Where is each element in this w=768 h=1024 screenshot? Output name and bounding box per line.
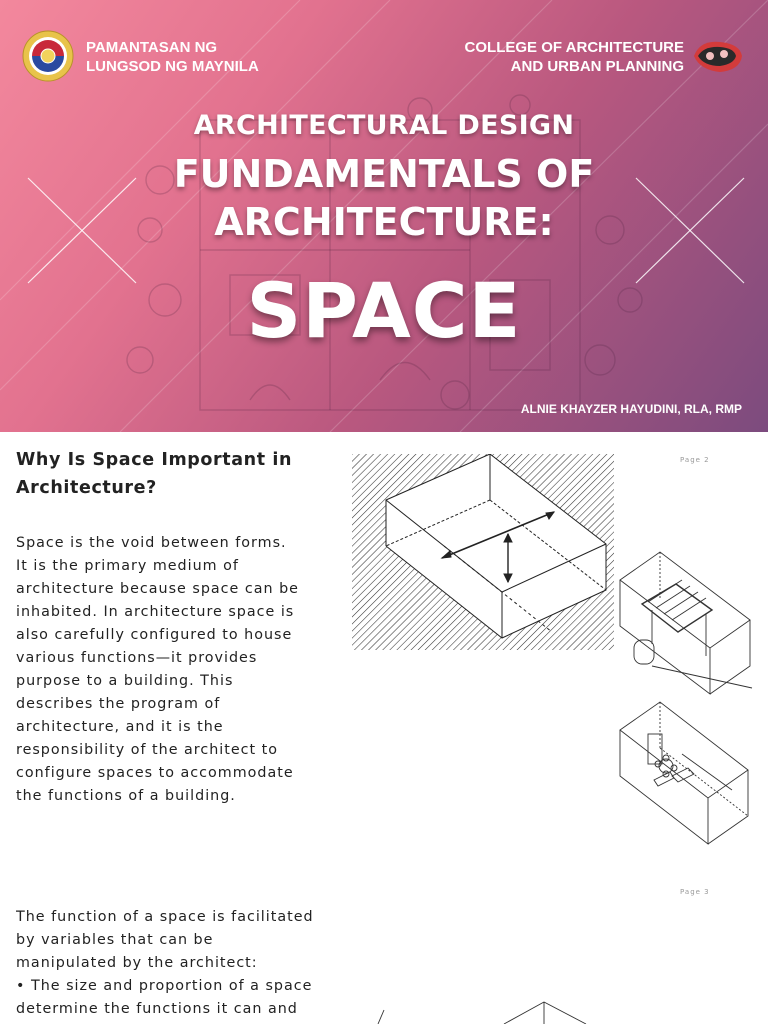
university-seal-icon [22,30,74,82]
body-line: describes the program of [16,696,221,712]
body-line: responsibility of the architect to [16,742,279,758]
body-paragraph [16,532,344,808]
body-line: determine the functions it can and [16,1001,298,1017]
body-line: purpose to a building. This [16,673,234,689]
university-name [86,38,259,76]
slide-title-line1: FUNDAMENTALS OF [173,152,595,196]
author-name: ALNIE KHAYZER HAYUDINI, RLA, RMP [520,402,742,416]
university-name-line2: LUNGSOD NG MAYNILA [86,58,259,75]
body-line: It is the primary medium of [16,558,239,574]
body-paragraph [16,906,374,1021]
body-line: also carefully configured to house [16,627,293,643]
partial-volume-sketch [374,992,594,1024]
body-line: inhabited. In architecture space is [16,604,295,620]
college-name-line2: AND URBAN PLANNING [510,58,684,75]
body-line: Space is the void between forms. [16,535,287,551]
body-line: manipulated by the architect: [16,955,258,971]
page-number: Page 2 [680,456,710,464]
body-line: architecture, and it is the [16,719,224,735]
slide-title [0,150,768,246]
body-line: by variables that can be [16,932,214,948]
slide-title-line2: ARCHITECTURE: [214,200,554,244]
page-3 [0,862,768,1024]
page-2 [0,432,768,862]
college-name [465,38,684,76]
university-name-line1: PAMANTASAN NG [86,39,218,56]
body-line: configure spaces to accommodate [16,765,294,781]
body-line: the functions of a building. [16,788,236,804]
college-name-line1: COLLEGE OF ARCHITECTURE [464,39,684,56]
course-kicker: ARCHITECTURAL DESIGN [193,110,575,141]
room-volume-sketch [612,694,756,852]
body-line: • The size and proportion of a space [16,978,313,994]
slide-title-topic: SPACE [246,266,522,355]
body-line: The function of a space is facilitated [16,909,314,925]
canopy-volume-sketch [612,544,756,704]
space-volume-sketch [352,454,614,650]
cover-slide [0,0,768,432]
section-heading [16,446,346,502]
section-heading-line2: Architecture? [16,478,157,498]
body-line: various functions—it provides [16,650,258,666]
section-heading-line1: Why Is Space Important in [16,450,293,470]
college-logo-icon [690,36,746,76]
page-number: Page 3 [680,888,710,896]
body-line: architecture because space can be [16,581,299,597]
